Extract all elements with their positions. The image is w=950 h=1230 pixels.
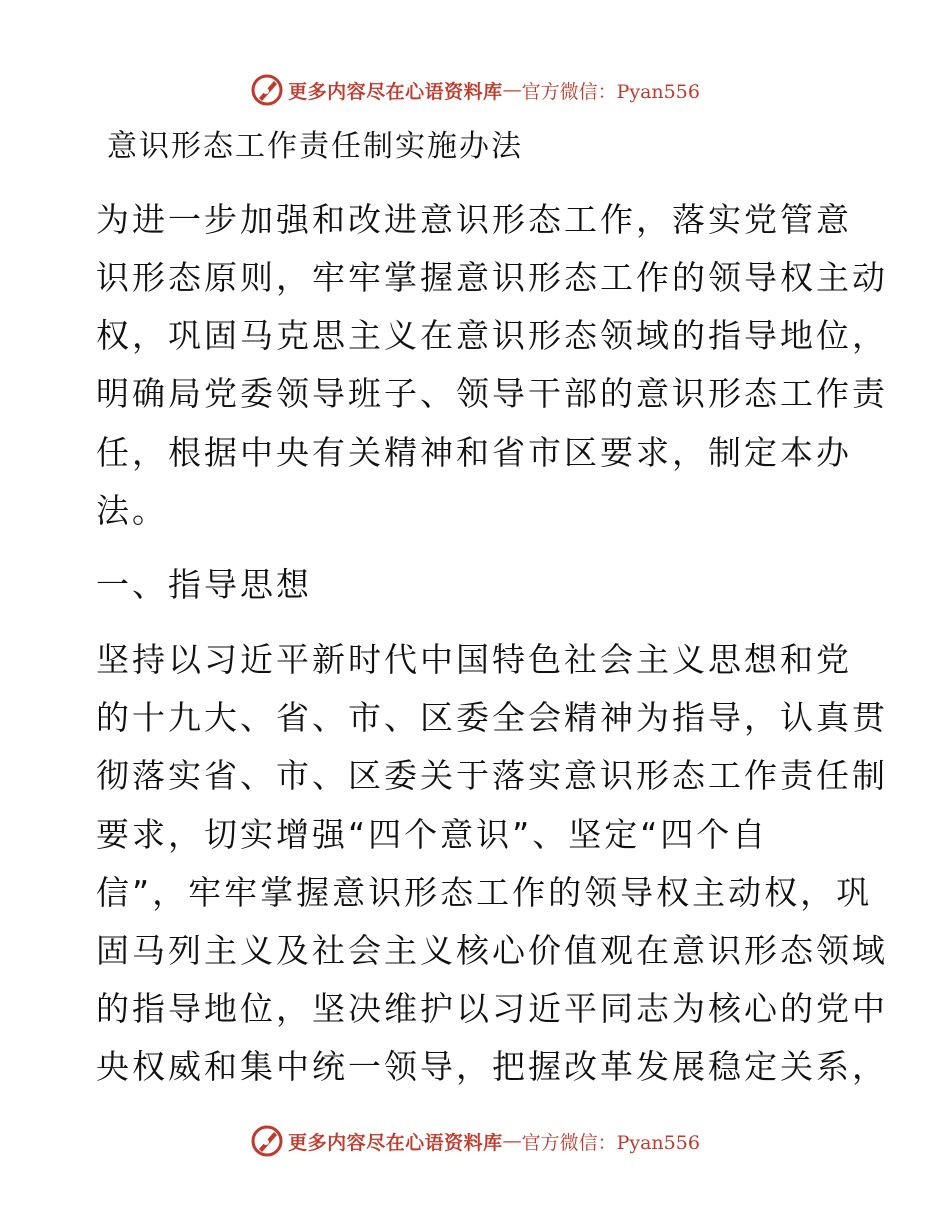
pen-logo-icon: [250, 73, 284, 107]
intro-line: 为进一步加强和改进意识形态工作，落实党管意: [96, 200, 852, 239]
section-line: 彻落实省、市、区委关于落实意识形态工作责任制: [96, 756, 888, 795]
section-line: 的指导地位，坚决维护以习近平同志为核心的党中: [96, 989, 888, 1028]
intro-line: 任，根据中央有关精神和省市区要求，制定本办: [96, 433, 852, 472]
pen-logo-icon: [250, 1124, 284, 1158]
intro-line: 权，巩固马克思主义在意识形态领域的指导地位，: [96, 316, 888, 355]
watermark-banner-bottom: [0, 1121, 950, 1161]
section-line: 信”，牢牢掌握意识形态工作的领导权主动权，巩: [96, 873, 873, 912]
section-line: 坚持以习近平新时代中国特色社会主义思想和党: [96, 640, 852, 679]
intro-line: 明确局党委领导班子、领导干部的意识形态工作责: [96, 374, 888, 413]
watermark-wechat-label: 官方微信：Pyan556: [521, 1131, 700, 1154]
section-heading: 一、指导思想: [96, 565, 312, 604]
watermark-site-text: 更多内容尽在心语资料库: [288, 1131, 503, 1154]
section-line: 央权威和集中统一领导，把握改革发展稳定关系，: [96, 1047, 888, 1086]
watermark-dash: —: [502, 1130, 522, 1152]
section-line: 固马列主义及社会主义核心价值观在意识形态领域: [96, 931, 888, 970]
watermark-dash: —: [502, 79, 522, 101]
watermark-wechat-label: 官方微信：Pyan556: [521, 80, 700, 103]
intro-line: 法。: [96, 491, 168, 530]
section-line: 要求，切实增强“四个意识”、坚定“四个自: [96, 815, 769, 854]
watermark-site-text: 更多内容尽在心语资料库: [288, 80, 503, 103]
document-title: 意识形态工作责任制实施办法: [107, 129, 523, 164]
section-line: 的十九大、省、市、区委全会精神为指导，认真贯: [96, 698, 888, 737]
watermark-banner-top: [0, 70, 950, 110]
intro-line: 识形态原则，牢牢掌握意识形态工作的领导权主动: [96, 258, 888, 297]
